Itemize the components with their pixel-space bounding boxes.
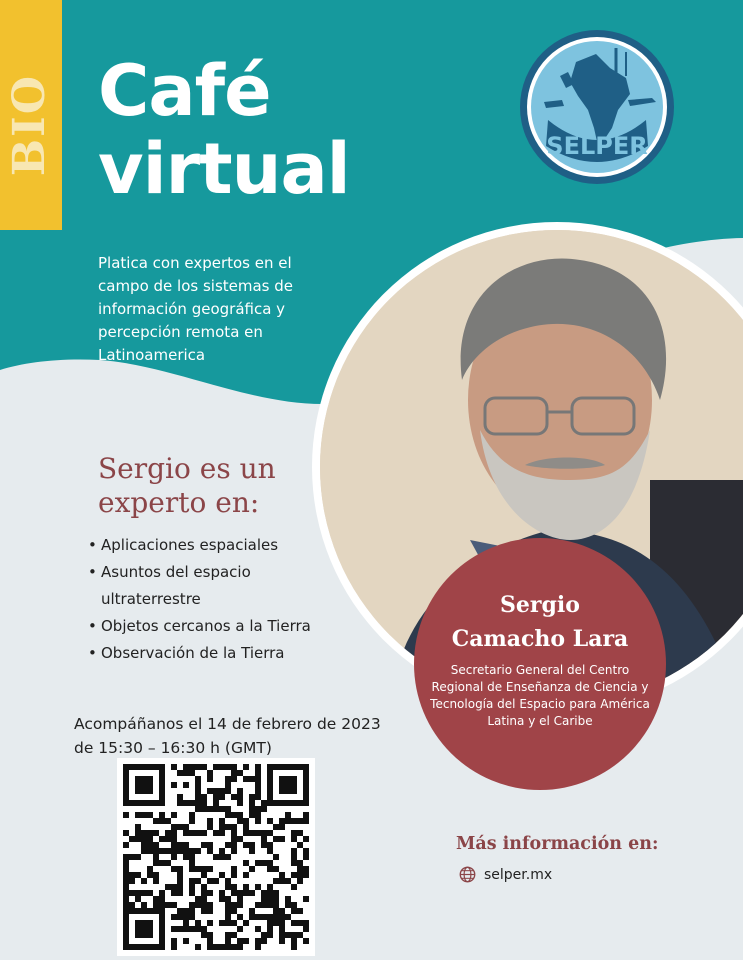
list-item: • Observación de la Tierra [88,640,318,667]
bio-tab [0,0,62,230]
page-title [98,52,350,208]
speaker-card [414,538,666,790]
expertise-title-line-2: experto en: [98,486,260,519]
speaker-role: Secretario General del Centro Regional de Enseñanza de Ciencia y Tecnología del Espacio para América Latina y el Caribe [430,663,650,728]
website-text[interactable]: selper.mx [484,866,553,883]
event-date-line-1: Acompáñanos el 14 de febrero de 2023 [74,715,381,733]
event-date-line-2: de 15:30 – 16:30 h (GMT) [74,739,272,757]
event-description: Platica con expertos en el campo de los sistemas de información geográfica y percepción remota en Latinoamerica [98,254,294,364]
website-link[interactable] [459,866,552,883]
qr-code-icon[interactable] [117,758,315,956]
title-line-2: virtual [98,128,350,210]
selper-logo-text: SELPER [546,132,648,160]
list-item: • Asuntos del espacio ultraterrestre [88,559,318,613]
event-date [74,712,404,760]
more-info-label: Más información en: [456,834,659,854]
bio-label: BIO [4,73,55,177]
selper-logo-icon [518,28,676,186]
speaker-name [414,588,666,656]
expertise-title-line-1: Sergio es un [98,452,276,485]
speaker-name-line-1: Sergio [500,592,580,618]
globe-icon [459,866,476,883]
title-line-1: Café [98,50,271,132]
list-item: • Objetos cercanos a la Tierra [88,613,318,640]
expertise-title [98,452,276,520]
list-item: • Aplicaciones espaciales [88,532,318,559]
expertise-list [88,532,318,667]
speaker-name-line-2: Camacho Lara [451,626,629,652]
